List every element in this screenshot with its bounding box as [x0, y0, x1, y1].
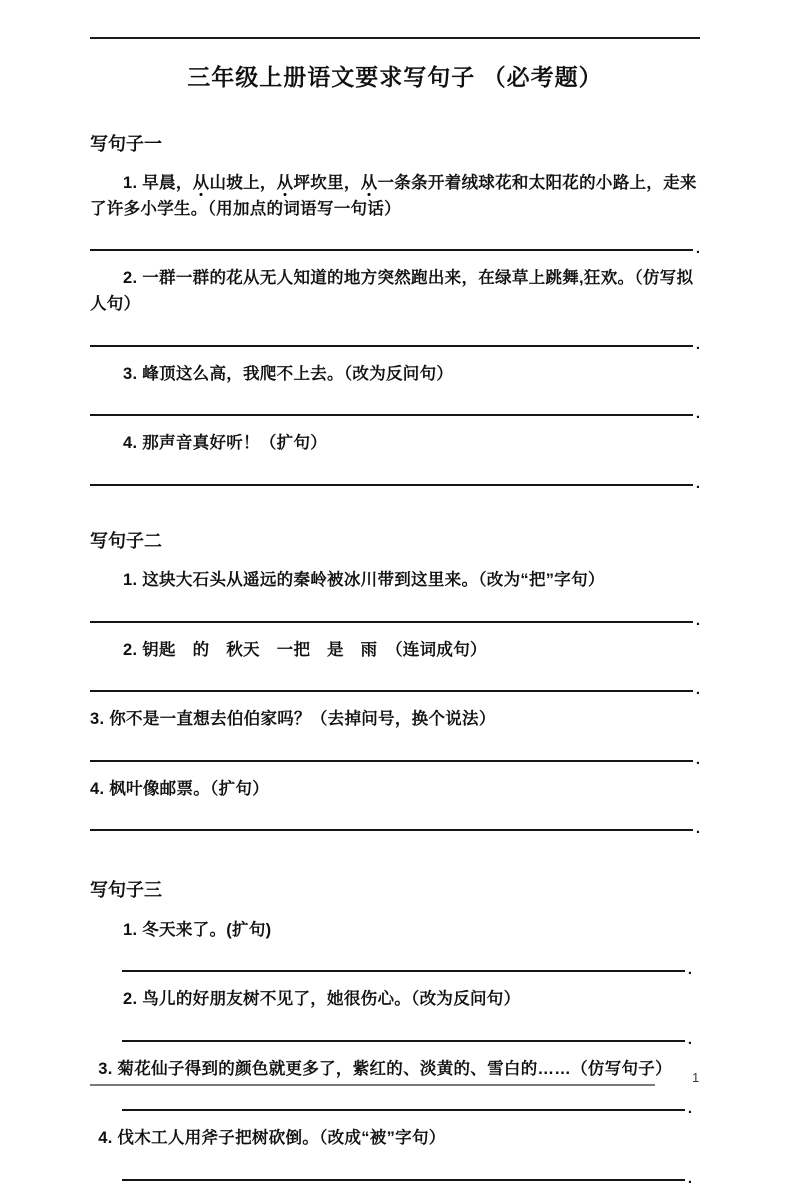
- answer-underline[interactable]: [122, 970, 685, 972]
- question: [90, 568, 700, 629]
- question-text: 1. 冬天来了。(扩句): [123, 920, 272, 939]
- question-text: 3. 菊花仙子得到的颜色就更多了，紫红的、淡黄的、雪白的……（仿写句子）: [98, 1059, 672, 1078]
- section: [90, 530, 700, 838]
- section-heading: 写句子二: [90, 530, 162, 551]
- question: [90, 362, 700, 423]
- line-end-period: .: [695, 474, 700, 492]
- section-heading: 写句子三: [90, 880, 162, 901]
- answer-blank[interactable]: [90, 404, 700, 423]
- answer-underline[interactable]: [90, 414, 693, 416]
- line-end-period: .: [695, 240, 700, 258]
- worksheet-content: [90, 0, 700, 1187]
- line-end-period: .: [687, 961, 692, 979]
- answer-blank[interactable]: [90, 239, 700, 258]
- line-end-period: .: [687, 1030, 692, 1048]
- line-end-period: .: [695, 335, 700, 353]
- question: [90, 171, 700, 258]
- answer-blank[interactable]: [90, 750, 700, 768]
- question-text: 4. 那声音真好听！（扩句）: [123, 434, 328, 453]
- answer-blank[interactable]: [122, 960, 692, 979]
- emphasis-dot-char: 从: [192, 174, 210, 193]
- answer-underline[interactable]: [122, 1109, 685, 1111]
- header-rule: [90, 37, 700, 39]
- question-text: 4. 伐木工人用斧子把树砍倒。（改成“被”字句）: [98, 1129, 446, 1148]
- question: [90, 987, 700, 1048]
- question: [90, 266, 700, 353]
- line-end-period: .: [687, 1169, 692, 1187]
- answer-blank[interactable]: [90, 680, 700, 699]
- question-text: 2. 钥匙 的 秋天 一把 是 雨 （连词成句）: [123, 640, 487, 659]
- question-text: 2. 一群一群的花从无人知道的地方突然跑出来，在绿草上跳舞,狂欢。（仿写拟人句）: [90, 269, 694, 313]
- emphasis-dot-char: 从: [276, 174, 294, 193]
- answer-blank[interactable]: [122, 1169, 692, 1187]
- answer-blank[interactable]: [90, 819, 700, 838]
- answer-underline[interactable]: [90, 621, 693, 623]
- answer-underline[interactable]: [90, 484, 693, 486]
- question: [90, 638, 700, 699]
- answer-underline[interactable]: [90, 345, 693, 347]
- question-text: 2. 鸟儿的好朋友树不见了，她很伤心。（改为反问句）: [123, 990, 521, 1009]
- line-end-period: .: [695, 750, 700, 768]
- answer-underline[interactable]: [90, 829, 693, 831]
- question: [90, 1126, 700, 1187]
- question-text: 3. 峰顶这么高，我爬不上去。（改为反问句）: [123, 364, 454, 383]
- answer-underline[interactable]: [122, 1040, 685, 1042]
- answer-blank[interactable]: [122, 1099, 692, 1118]
- answer-underline[interactable]: [90, 690, 693, 692]
- worksheet-body: [90, 133, 700, 1187]
- footer-rule: [90, 1084, 655, 1086]
- question-text: 4. 枫叶像邮票。（扩句）: [90, 779, 269, 798]
- question: [90, 431, 700, 492]
- line-end-period: .: [687, 1100, 692, 1118]
- question: [90, 918, 700, 979]
- page-title: 三年级上册语文要求写句子 （必考题）: [187, 64, 603, 90]
- question: [90, 707, 700, 768]
- question-text: 1. 早晨，从山坡上，从坪坎里，从一条条开着绒球花和太阳花的小路上，走来了许多小学生。（用加点的词语写一句话）: [90, 174, 697, 218]
- section: [90, 133, 700, 492]
- answer-blank[interactable]: [90, 611, 700, 629]
- answer-underline[interactable]: [90, 760, 693, 762]
- question: [90, 777, 700, 838]
- section-heading: 写句子一: [90, 133, 162, 154]
- line-end-period: .: [695, 681, 700, 699]
- answer-blank[interactable]: [90, 335, 700, 353]
- line-end-period: .: [695, 405, 700, 423]
- answer-blank[interactable]: [90, 474, 700, 492]
- page-number: 1: [692, 1070, 700, 1085]
- section: [90, 879, 700, 1187]
- line-end-period: .: [695, 820, 700, 838]
- answer-underline[interactable]: [90, 249, 693, 251]
- question-text: 3. 你不是一直想去伯伯家吗？（去掉问号，换个说法）: [90, 710, 496, 729]
- emphasis-dot-char: 从: [360, 174, 378, 193]
- line-end-period: .: [695, 611, 700, 629]
- question-text: 1. 这块大石头从遥远的秦岭被冰川带到这里来。（改为“把”字句）: [123, 571, 605, 590]
- answer-blank[interactable]: [122, 1030, 692, 1048]
- answer-underline[interactable]: [122, 1179, 685, 1181]
